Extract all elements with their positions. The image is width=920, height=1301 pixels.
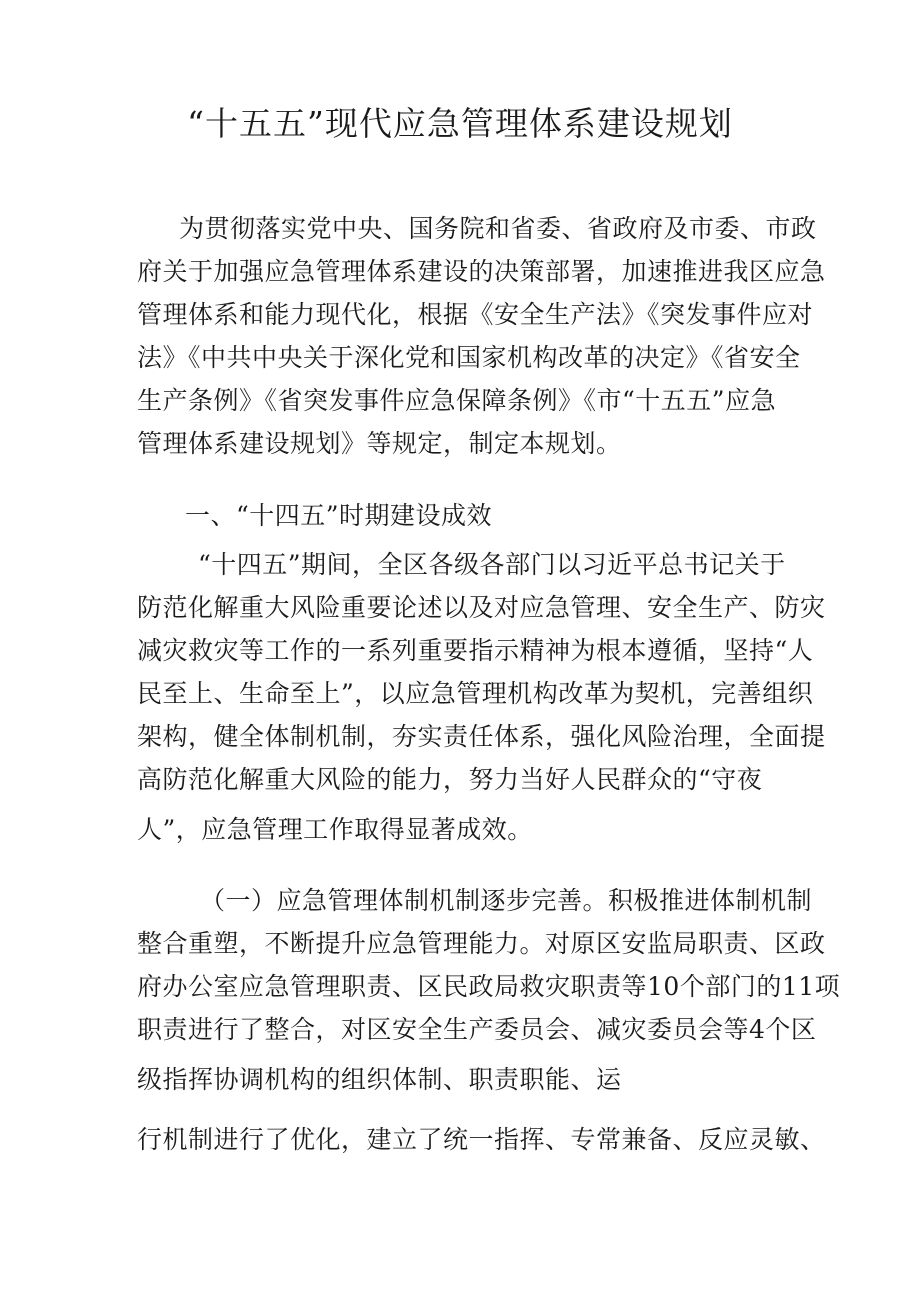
paragraph-line: 防范化解重大风险重要论述以及对应急管理、安全生产、防灾 — [137, 593, 826, 622]
paragraph-line: 法》《中共中央关于深化党和国家机构改革的决定》《省安全 — [137, 343, 801, 372]
paragraph-line: 人”，应急管理工作取得显著成效。 — [137, 815, 533, 844]
paragraph-line: 府办公室应急管理职责、区民政局救灾职责等10个部门的11项 — [137, 972, 841, 1001]
paragraph-line: 减灾救灾等工作的一系列重要指示精神为根本遵循，坚持“人 — [137, 636, 814, 665]
paragraph-line: 高防范化解重大风险的能力，努力当好人民群众的“守夜 — [137, 765, 763, 794]
paragraph-line: “十四五”期间，全区各级各部门以习近平总书记关于 — [198, 550, 786, 579]
paragraph-line: 府关于加强应急管理体系建设的决策部署，加速推进我区应急 — [137, 257, 826, 286]
paragraph-line: 管理体系和能力现代化，根据《安全生产法》《突发事件应对 — [137, 300, 814, 329]
subsection-line: （一）应急管理体制机制逐步完善。积极推进体制机制 — [200, 886, 813, 915]
paragraph-line: 生产条例》《省突发事件应急保障条例》《市“十五五”应急 — [137, 386, 777, 415]
document-title: “十五五”现代应急管理体系建设规划 — [187, 104, 733, 143]
paragraph-line: 职责进行了整合，对区安全生产委员会、减灾委员会等4个区 — [137, 1015, 817, 1044]
paragraph-line: 管理体系建设规划》等规定，制定本规划。 — [137, 429, 622, 458]
paragraph-line: 民至上、生命至上”，以应急管理机构改革为契机，完善组织 — [137, 679, 814, 708]
section-heading: 一、“十四五”时期建设成效 — [185, 501, 493, 530]
paragraph-line: 级指挥协调机构的组织体制、职责职能、运 — [137, 1065, 622, 1094]
paragraph-line: 架构，健全体制机制，夯实责任体系，强化风险治理，全面提 — [137, 722, 826, 751]
paragraph-line: 整合重塑，不断提升应急管理能力。对原区安监局职责、区政 — [137, 929, 826, 958]
paragraph-line: 行机制进行了优化，建立了统一指挥、专常兼备、反应灵敏、 — [137, 1125, 826, 1154]
paragraph-line: 为贯彻落实党中央、国务院和省委、省政府及市委、市政 — [179, 214, 817, 243]
